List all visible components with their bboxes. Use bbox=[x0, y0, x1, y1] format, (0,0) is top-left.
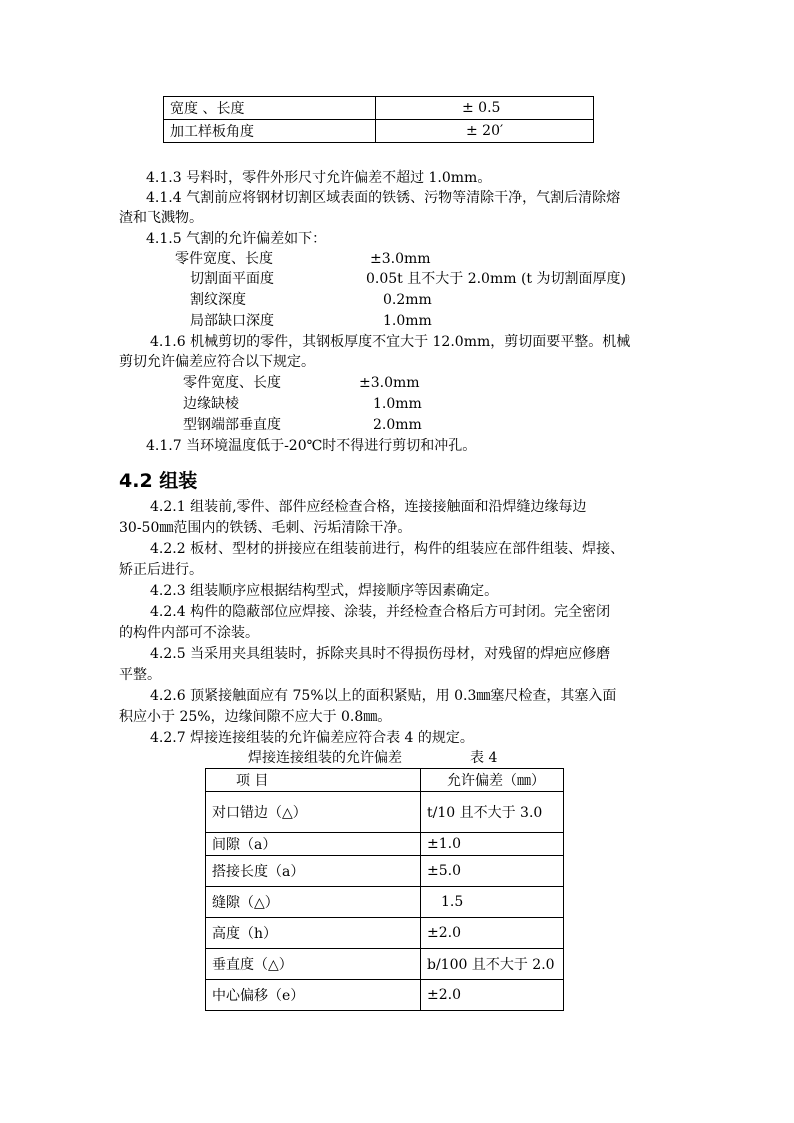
paragraph-4-2-7: 4.2.7 焊接连接组装的允许偏差应符合表 4 的规定。 bbox=[150, 730, 474, 746]
paragraph-4-2-2-line2: 矫正后进行。 bbox=[119, 562, 203, 578]
paragraph-4-1-6-line1: 4.1.6 机械剪切的零件，其钢板厚度不宜大于 12.0mm，剪切面要平整。机械 bbox=[150, 334, 631, 350]
table-label: 表 4 bbox=[470, 750, 498, 766]
paragraph-4-1-3: 4.1.3 号料时，零件外形尺寸允许偏差不超过 1.0mm。 bbox=[146, 170, 492, 186]
cut-item-label: 切割面平面度 bbox=[190, 271, 274, 287]
table-cell: 高度（h） bbox=[206, 918, 421, 949]
table-cell: 对口错边（△） bbox=[206, 792, 421, 833]
section-title: 4.2 组装 bbox=[119, 470, 198, 492]
table-row bbox=[206, 949, 564, 980]
cut-item-label: 零件宽度、长度 bbox=[175, 251, 273, 267]
table-cell: ± 0.5 bbox=[376, 97, 594, 120]
paragraph-4-2-1-line1: 4.2.1 组装前,零件、部件应经检查合格，连接接触面和沿焊缝边缘每边 bbox=[150, 499, 587, 515]
table-cell: ±2.0 bbox=[421, 980, 564, 1011]
table-caption: 焊接连接组装的允许偏差 bbox=[248, 750, 402, 766]
cut-item-label: 局部缺口深度 bbox=[190, 313, 274, 329]
shear-item-label: 边缘缺棱 bbox=[183, 396, 239, 412]
paragraph-4-2-3: 4.2.3 组装顺序应根据结构型式，焊接顺序等因素确定。 bbox=[150, 583, 499, 599]
shear-item-value: ±3.0mm bbox=[359, 375, 420, 391]
table-cell: ±1.0 bbox=[421, 833, 564, 856]
table-row bbox=[206, 918, 564, 949]
shear-item-value: 1.0mm bbox=[373, 396, 422, 412]
table-cell: 缝隙（△） bbox=[206, 887, 421, 918]
paragraph-4-2-6-line2: 积应小于 25%，边缘间隙不应大于 0.8㎜。 bbox=[119, 709, 392, 725]
table-row bbox=[206, 833, 564, 856]
paragraph-4-1-5: 4.1.5 气割的允许偏差如下： bbox=[146, 231, 327, 247]
table-cell: ±5.0 bbox=[421, 856, 564, 887]
cut-item-value: 0.2mm bbox=[383, 292, 432, 308]
table-cell: ±2.0 bbox=[421, 918, 564, 949]
table-cell: 1.5 bbox=[421, 887, 564, 918]
welding-assembly-tolerance-table bbox=[205, 768, 564, 1011]
paragraph-4-2-4-line2: 的构件内部可不涂装。 bbox=[119, 625, 259, 641]
cut-item-value: 0.05t 且不大于 2.0mm (t 为切割面厚度) bbox=[366, 271, 626, 287]
table-cell: 中心偏移（e） bbox=[206, 980, 421, 1011]
cut-item-label: 割纹深度 bbox=[190, 292, 246, 308]
paragraph-4-2-1-line2: 30-50㎜范围内的铁锈、毛刺、污垢清除干净。 bbox=[119, 520, 412, 536]
table-cell: 垂直度（△） bbox=[206, 949, 421, 980]
table-cell: b/100 且不大于 2.0 bbox=[421, 949, 564, 980]
cut-item-value: ±3.0mm bbox=[370, 251, 431, 267]
paragraph-4-2-5-line1: 4.2.5 当采用夹具组装时，拆除夹具时不得损伤母材，对残留的焊疤应修磨 bbox=[150, 646, 611, 662]
table-header-row bbox=[206, 769, 564, 792]
shear-item-value: 2.0mm bbox=[373, 417, 422, 433]
paragraph-4-2-5-line2: 平整。 bbox=[119, 667, 161, 683]
shear-item-label: 零件宽度、长度 bbox=[183, 375, 281, 391]
table-cell: 宽度 、长度 bbox=[164, 97, 376, 120]
table-header-cell: 项 目 bbox=[206, 769, 421, 792]
tolerance-table-top bbox=[163, 96, 594, 143]
paragraph-4-1-7: 4.1.7 当环境温度低于-20℃时不得进行剪切和冲孔。 bbox=[146, 438, 477, 454]
table-row bbox=[164, 120, 594, 143]
table-header-cell: 允许偏差（㎜） bbox=[421, 769, 564, 792]
table-cell: ± 20′ bbox=[376, 120, 594, 143]
paragraph-4-1-4-line1: 4.1.4 气割前应将钢材切割区域表面的铁锈、污物等清除干净，气割后清除熔 bbox=[146, 190, 621, 206]
paragraph-4-2-6-line1: 4.2.6 顶紧接触面应有 75%以上的面积紧贴，用 0.3㎜塞尺检查，其塞入面 bbox=[150, 688, 617, 704]
cut-item-value: 1.0mm bbox=[383, 313, 432, 329]
table-row bbox=[206, 856, 564, 887]
table-row bbox=[206, 792, 564, 833]
table-cell: t/10 且不大于 3.0 bbox=[421, 792, 564, 833]
paragraph-4-2-4-line1: 4.2.4 构件的隐蔽部位应焊接、涂装，并经检查合格后方可封闭。完全密闭 bbox=[150, 604, 611, 620]
table-row bbox=[206, 887, 564, 918]
paragraph-4-1-4-line2: 渣和飞溅物。 bbox=[119, 210, 203, 226]
table-row bbox=[164, 97, 594, 120]
table-cell: 加工样板角度 bbox=[164, 120, 376, 143]
paragraph-4-1-6-line2: 剪切允许偏差应符合以下规定。 bbox=[119, 354, 315, 370]
shear-item-label: 型钢端部垂直度 bbox=[183, 417, 281, 433]
paragraph-4-2-2-line1: 4.2.2 板材、型材的拼接应在组装前进行，构件的组装应在部件组装、焊接、 bbox=[150, 541, 625, 557]
table-cell: 间隙（a） bbox=[206, 833, 421, 856]
table-row bbox=[206, 980, 564, 1011]
table-cell: 搭接长度（a） bbox=[206, 856, 421, 887]
